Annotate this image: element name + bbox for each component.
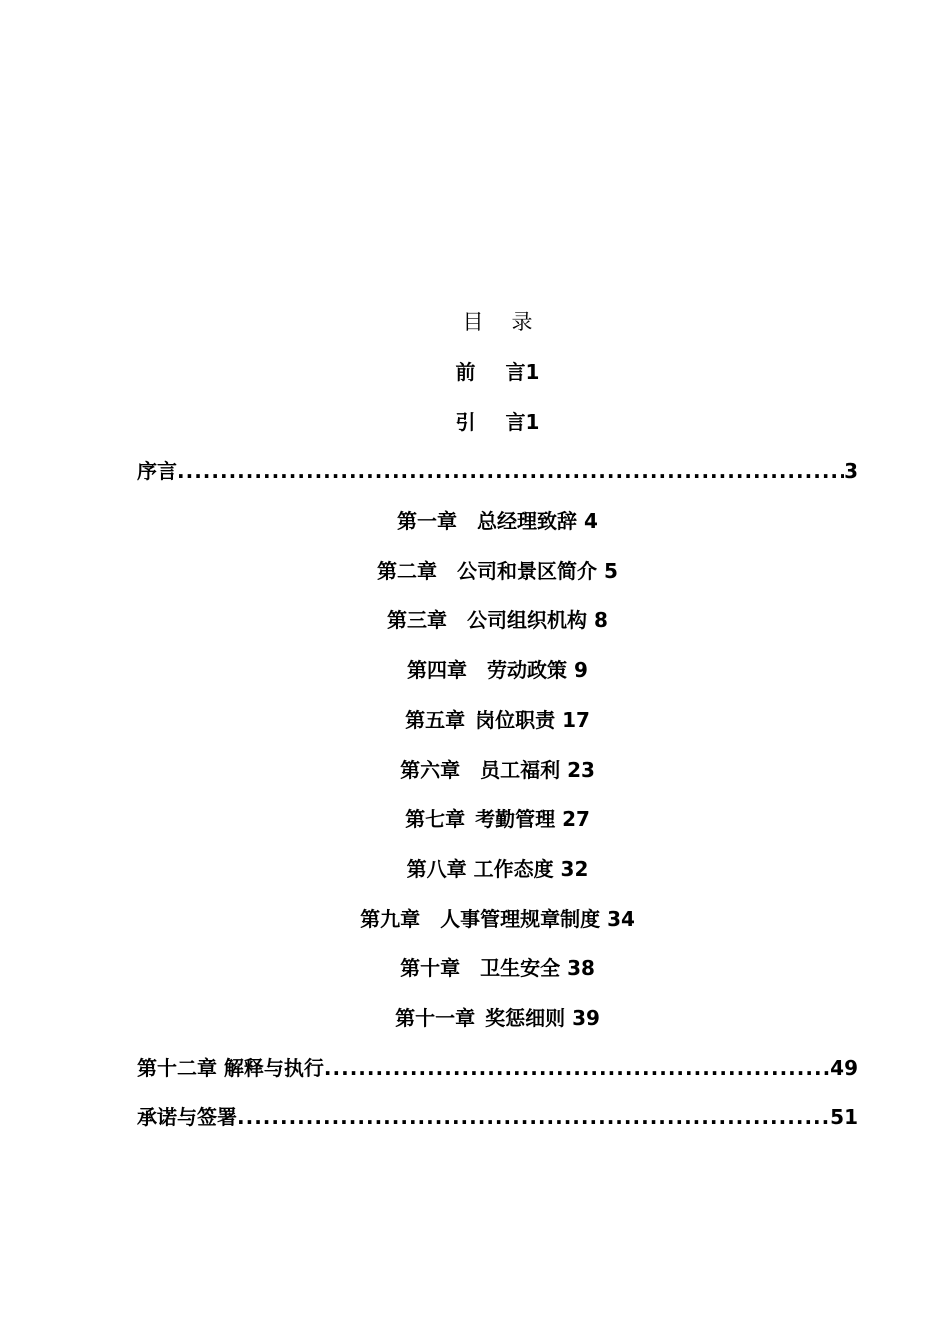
toc-entry-title: 解释与执行 bbox=[223, 1055, 324, 1080]
toc-entry-page: 51 bbox=[830, 1105, 858, 1130]
toc-entry-chapter: 引 bbox=[455, 409, 476, 434]
toc-entry-chapter: 第四章 bbox=[407, 658, 468, 683]
toc-entry-page: 27 bbox=[562, 807, 590, 832]
toc-entry-chapter: 第十章 bbox=[400, 956, 461, 981]
toc-title-right: 录 bbox=[511, 310, 533, 334]
toc-entry-chapter-10[interactable] bbox=[137, 948, 858, 998]
toc-entry-title: 劳动政策 bbox=[487, 658, 568, 683]
toc-entry-chapter: 前 bbox=[455, 360, 476, 384]
toc-entry-title: 言 bbox=[505, 360, 526, 384]
toc-entry-chapter: 第十二章 bbox=[137, 1055, 217, 1080]
toc-entry-page: 5 bbox=[604, 558, 618, 583]
toc-entry-foreword[interactable] bbox=[137, 451, 858, 501]
toc-entry-title: 奖惩细则 bbox=[485, 1005, 566, 1030]
toc-entry-chapter-2[interactable] bbox=[137, 551, 858, 601]
toc-entry-title: 公司组织机构 bbox=[467, 608, 588, 633]
toc-entry-page: 34 bbox=[607, 906, 635, 931]
toc-entry-chapter: 第二章 bbox=[377, 558, 438, 583]
toc-entry-chapter: 第五章 bbox=[405, 707, 466, 732]
toc-entry-title: 人事管理规章制度 bbox=[440, 906, 601, 931]
toc-entry-page: 4 bbox=[584, 509, 598, 534]
toc-entry-chapter-3[interactable] bbox=[137, 600, 858, 650]
toc-entry-page: 8 bbox=[594, 608, 608, 633]
toc-entry-title: 员工福利 bbox=[480, 757, 561, 782]
toc-entry-chapter-12[interactable] bbox=[137, 1048, 858, 1098]
toc-entry-page: 9 bbox=[574, 658, 588, 683]
toc-entry-chapter-4[interactable] bbox=[137, 650, 858, 700]
toc-entry-page: 17 bbox=[562, 707, 590, 732]
toc-entry-chapter-9[interactable] bbox=[137, 899, 858, 949]
dot-leader bbox=[237, 1097, 830, 1137]
toc-entry-chapter: 第一章 bbox=[397, 509, 458, 534]
toc-entry-chapter-7[interactable] bbox=[137, 799, 858, 849]
toc-entry-page: 38 bbox=[567, 956, 595, 981]
toc-entry-page: 39 bbox=[572, 1005, 600, 1030]
toc-entry-chapter-5[interactable] bbox=[137, 700, 858, 750]
toc-entry-preface[interactable] bbox=[137, 352, 858, 402]
toc-entry-title: 卫生安全 bbox=[480, 956, 561, 981]
toc-entry-chapter-8[interactable] bbox=[137, 849, 858, 899]
toc-entry-chapter: 第九章 bbox=[360, 906, 421, 931]
toc-entry-chapter: 第十一章 bbox=[395, 1005, 476, 1030]
toc-entry-page: 1 bbox=[525, 409, 540, 434]
toc-entry-page: 3 bbox=[844, 459, 858, 484]
dot-leader bbox=[177, 451, 844, 491]
toc-entry-title: 总经理致辞 bbox=[477, 509, 578, 534]
toc-title bbox=[137, 302, 858, 352]
table-of-contents bbox=[137, 302, 858, 1147]
toc-title-left: 目 bbox=[462, 310, 484, 334]
toc-entry-page: 49 bbox=[830, 1055, 858, 1080]
toc-entry-introduction[interactable] bbox=[137, 402, 858, 452]
toc-entry-title: 言 bbox=[505, 409, 526, 434]
toc-entry-page: 32 bbox=[560, 856, 589, 881]
toc-entry-title: 岗位职责 bbox=[475, 707, 556, 732]
toc-entry-commitment[interactable] bbox=[137, 1097, 858, 1147]
toc-entry-page: 1 bbox=[525, 360, 540, 384]
toc-entry-chapter-6[interactable] bbox=[137, 750, 858, 800]
toc-entry-title: 工作态度 bbox=[473, 856, 554, 881]
toc-entry-title: 序言 bbox=[137, 459, 177, 484]
toc-entry-chapter: 第三章 bbox=[387, 608, 448, 633]
toc-entry-chapter: 第六章 bbox=[400, 757, 461, 782]
toc-entry-chapter-1[interactable] bbox=[137, 501, 858, 551]
dot-leader bbox=[324, 1048, 830, 1088]
toc-entry-title: 考勤管理 bbox=[475, 807, 556, 832]
toc-entry-title: 公司和景区简介 bbox=[457, 558, 598, 583]
toc-entry-page: 23 bbox=[567, 757, 595, 782]
toc-entry-chapter-11[interactable] bbox=[137, 998, 858, 1048]
toc-entry-chapter: 第七章 bbox=[405, 807, 466, 832]
toc-entry-title: 承诺与签署 bbox=[137, 1105, 237, 1130]
toc-entry-chapter: 第八章 bbox=[406, 856, 467, 881]
